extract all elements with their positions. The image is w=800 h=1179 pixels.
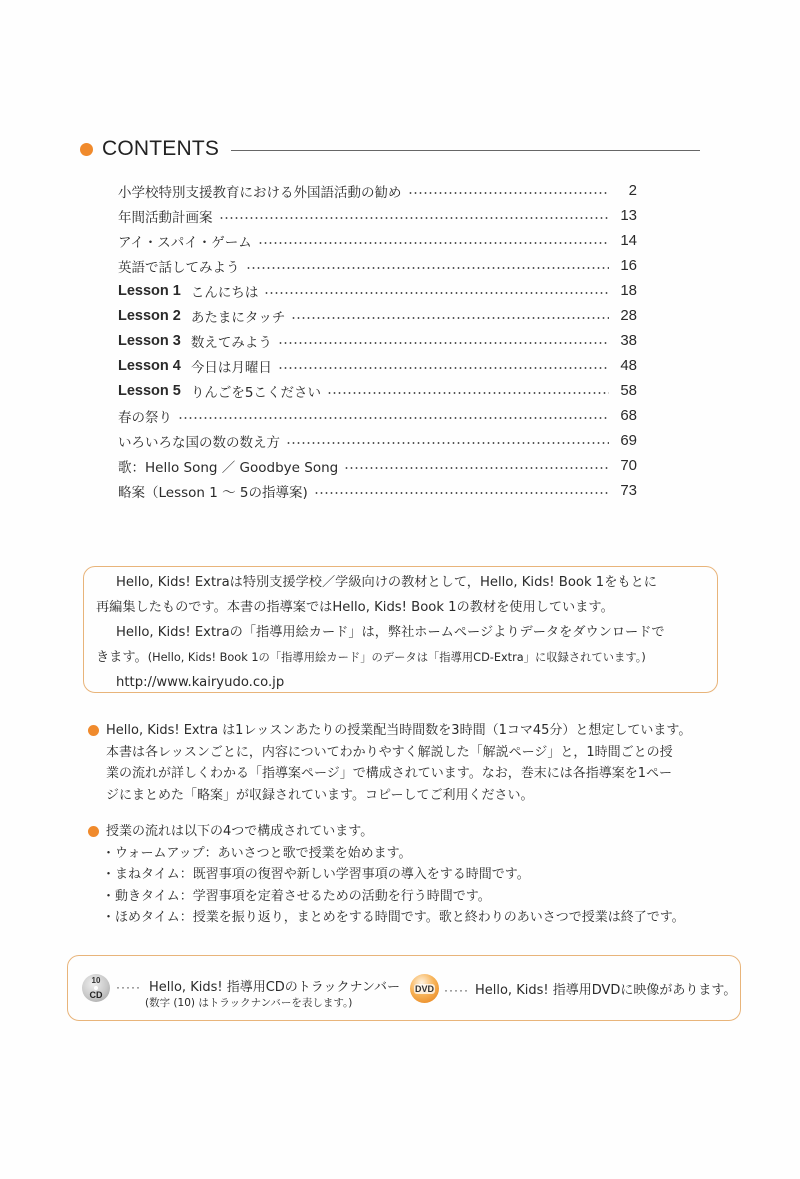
toc-page-number: 48 [620,357,637,374]
website-url[interactable]: http://www.kairyudo.co.jp [116,675,285,690]
contents-header [80,136,700,162]
toc-leader-dots [344,467,609,469]
toc-row[interactable] [118,378,637,403]
toc-page-number: 28 [620,307,637,324]
toc-row[interactable] [118,278,637,303]
notes-section-2 [88,821,738,929]
toc-page-number: 70 [620,457,637,474]
list-item: ・まねタイム：既習事項の復習や新しい学習事項の導入をする時間です。 [102,867,530,882]
toc-lesson-label: Lesson 3 [118,332,181,349]
cd-description [116,976,400,995]
toc-page-number: 68 [620,407,637,424]
toc-page-number: 13 [620,207,637,224]
dvd-text: Hello, Kids! 指導用DVDに映像があります。 [474,983,737,998]
cd-label: CD [89,989,103,1000]
toc-leader-dots [178,417,609,419]
dvd-icon [410,974,439,1003]
dvd-label: DVD [414,983,434,994]
toc-row[interactable] [118,178,637,203]
info-line [96,645,716,670]
toc-row[interactable] [118,453,637,478]
toc-leader-dots [408,192,610,194]
info-line: Hello, Kids! Extraは特別支援学校／学級向けの教材として，Hello, Kids! Book 1をもとに [116,575,657,590]
toc-title: いろいろな国の数の数え方 [118,434,280,451]
toc-page-number: 73 [620,482,637,499]
toc-title: こんにちは [190,284,259,301]
toc-leader-dots [286,442,609,444]
toc-title: りんごを5こください [190,384,321,401]
list-item: ・動きタイム：学習事項を定着させるための活動を行う時間です。 [102,888,491,904]
table-of-contents [118,178,637,503]
toc-title: 春の祭り [118,409,172,426]
info-line-main: きます。 [96,650,148,665]
leader-dots: ····· [444,983,469,997]
toc-row[interactable] [118,328,637,353]
toc-leader-dots [246,267,610,269]
cd-hole [94,986,98,990]
list-item: ・ウォームアップ：あいさつと歌で授業を始めます。 [102,845,412,861]
toc-leader-dots [219,217,610,219]
toc-leader-dots [327,392,609,394]
header-rule [231,150,700,151]
toc-title: 英語で話してみよう [118,259,240,276]
toc-title: 今日は月曜日 [190,359,272,376]
toc-lesson-label: Lesson 5 [118,382,181,399]
toc-title: 略案（Lesson 1 ～ 5の指導案) [118,484,308,501]
toc-page-number: 58 [620,382,637,399]
toc-row[interactable] [118,478,637,503]
toc-row[interactable] [118,203,637,228]
info-box-text [96,570,716,695]
dvd-description [444,979,736,998]
toc-title: 歌：Hello Song ／ Goodbye Song [118,459,339,476]
list-item: ・ほめタイム：授業を振り返り，まとめをする時間です。歌と終わりのあいさつで授業は終了です。 [102,910,685,925]
note-line [88,720,738,742]
toc-page-number: 16 [620,257,637,274]
orange-bullet-icon [88,725,99,736]
cd-text: Hello, Kids! 指導用CDのトラックナンバー [148,980,400,995]
toc-row[interactable] [118,403,637,428]
note-line: 本書は各レッスンごとに，内容についてわかりやすく解説した「解説ページ」と，1時間ごとの授 [106,744,673,760]
cd-track-number: 10 [91,975,101,985]
toc-page-number: 69 [620,432,637,449]
toc-leader-dots [291,317,609,319]
toc-row[interactable] [118,253,637,278]
toc-title: アイ・スパイ・ゲーム [118,234,252,251]
notes-section-1 [88,720,738,806]
toc-leader-dots [258,242,609,244]
note-text: 授業の流れは以下の4つで構成されています。 [106,824,374,839]
toc-page-number: 38 [620,332,637,349]
toc-page-number: 14 [620,232,637,249]
note-text: Hello, Kids! Extra は1レッスンあたりの授業配当時間数を3時間（1コマ45分）と想定しています。 [106,723,692,738]
page-title: CONTENTS [102,137,220,160]
toc-title: 小学校特別支援教育における外国語活動の勧め [118,184,402,201]
toc-row[interactable] [118,353,637,378]
info-line: 再編集したものです。本書の指導案ではHello, Kids! Book 1の教材を使用しています。 [96,600,614,615]
info-line-note: (Hello, Kids! Book 1の「指導用絵カード」のデータは「指導用CD-Extra」に収録されています。) [147,651,646,664]
leader-dots: ····· [116,980,141,994]
toc-leader-dots [278,342,609,344]
note-line: 業の流れが詳しくわかる「指導案ページ」で構成されています。なお，巻末には各指導案を1ペー [106,766,672,781]
info-line: Hello, Kids! Extraの「指導用絵カード」は，弊社ホームページよりデータをダウンロードで [116,625,665,640]
toc-title: あたまにタッチ [190,309,286,326]
toc-lesson-label: Lesson 4 [118,357,181,374]
toc-row[interactable] [118,228,637,253]
toc-page-number: 18 [620,282,637,299]
toc-leader-dots [264,292,609,294]
orange-bullet-icon [80,143,93,156]
cd-subtext: (数字 (10) はトラックナンバーを表します。) [145,997,353,1009]
toc-page-number: 2 [628,182,637,199]
toc-row[interactable] [118,428,637,453]
note-line [88,821,738,843]
toc-leader-dots [278,367,609,369]
cd-icon [82,974,110,1002]
toc-leader-dots [314,492,609,494]
toc-row[interactable] [118,303,637,328]
note-line: ジにまとめた「略案」が収録されています。コピーしてご利用ください。 [106,787,534,803]
orange-bullet-icon [88,826,99,837]
toc-title: 年間活動計画案 [118,209,213,226]
toc-lesson-label: Lesson 1 [118,282,181,299]
toc-lesson-label: Lesson 2 [118,307,181,324]
toc-title: 数えてみよう [190,334,272,351]
